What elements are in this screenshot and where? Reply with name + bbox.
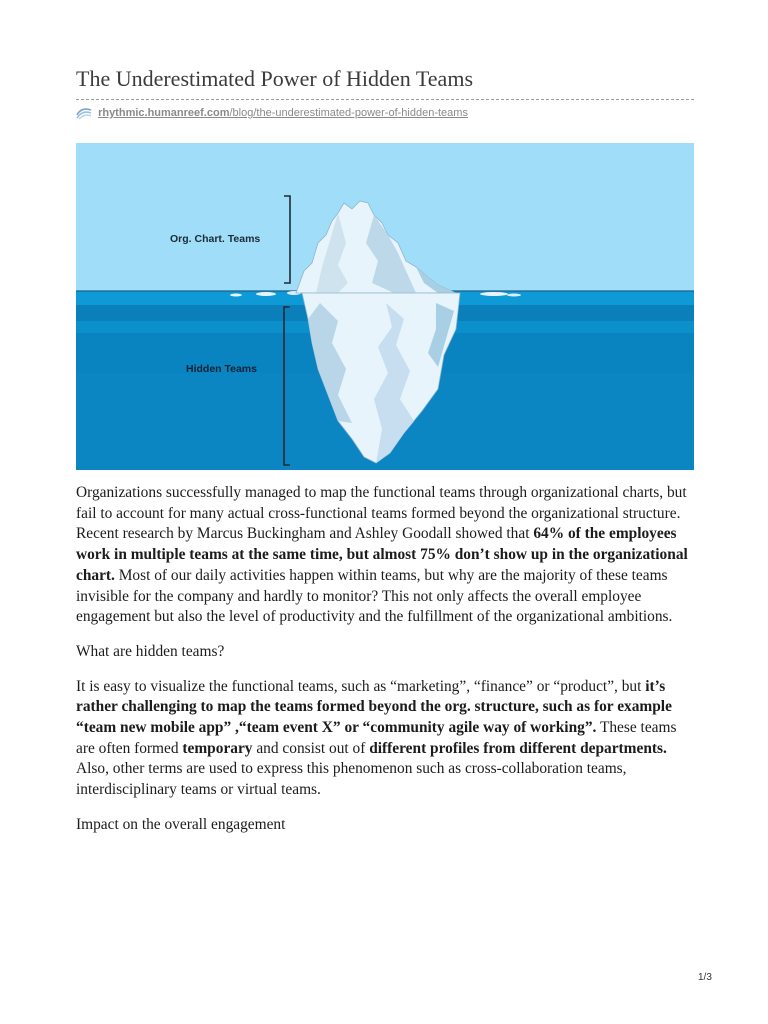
section-heading-hidden-teams: What are hidden teams?: [76, 642, 225, 660]
label-org-chart-teams: Org. Chart. Teams: [170, 233, 261, 245]
site-favicon-icon: [76, 106, 92, 120]
section-heading-impact: Impact on the overall engagement: [76, 815, 286, 833]
paragraph-hidden-teams: It is easy to visualize the functional teams, such as “marketing”, “finance” or “product”, but it’s rather challenging to map the teams formed beyond the org. structure, such as for example “team new mobile app” ,“team event X” or “community agile way of working”. These teams are often formed temporary and consist out of different profiles from different departments. Also, other terms are used to express this phenomenon such as cross-collaboration teams, interdisciplinary teams or virtual teams.: [76, 677, 677, 799]
iceberg-illustration: [76, 143, 694, 470]
article-title: The Underestimated Power of Hidden Teams: [76, 66, 473, 91]
highlight-profiles: different profiles from different departments.: [369, 739, 667, 757]
label-hidden-teams: Hidden Teams: [186, 363, 257, 375]
highlight-temporary: temporary: [182, 739, 253, 757]
source-path: /blog/the-underestimated-power-of-hidden-teams: [229, 106, 468, 119]
title-divider: [76, 99, 694, 100]
source-url-link[interactable]: [98, 107, 468, 119]
article-body: [76, 483, 698, 850]
page-number: 1/3: [698, 972, 712, 983]
source-domain: rhythmic.humanreef.com: [98, 106, 230, 119]
source-link-line: [76, 106, 468, 122]
highlight-challenge: it’s rather challenging to map the teams formed beyond the org. structure, such as for example “team new mobile app” ,“team event X” or “community agile way of working”.: [76, 677, 672, 737]
paragraph-intro: Organizations successfully managed to map the functional teams through organizational charts, but fail to account for many actual cross-functional teams formed beyond the organizational structure. Recent research by Marcus Buckingham and Ashley Goodall showed that 64% of the employees work in multiple teams at the same time, but almost 75% don’t show up in the organizational chart. Most of our daily activities happen within teams, but why are the majority of these teams invisible for the company and hardly to monitor? This not only affects the overall employee engagement but also the level of productivity and the fulfillment of the organizational ambitions.: [76, 484, 688, 626]
highlight-statistic: 64% of the employees work in multiple teams at the same time, but almost 75% don’t show up in the organizational chart.: [76, 525, 688, 584]
